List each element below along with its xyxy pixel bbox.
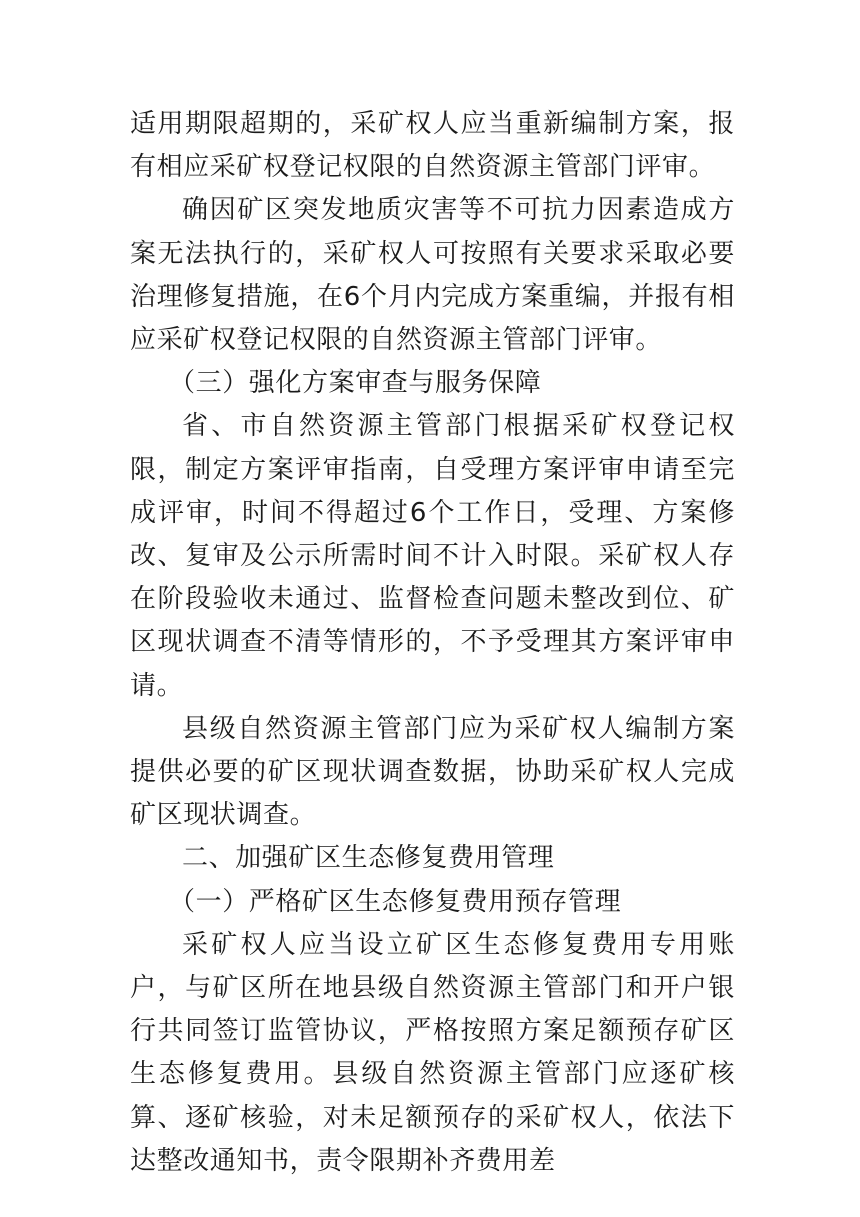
- paragraph-continuation: 适用期限超期的，采矿权人应当重新编制方案，报有相应采矿权登记权限的自然资源主管部门评审。: [130, 109, 735, 183]
- paragraph-force-majeure: 确因矿区突发地质灾害等不可抗力因素造成方案无法执行的，采矿权人可按照有关要求采取必要治理修复措施，在6个月内完成方案重编，并报有相应采矿权登记权限的自然资源主管部门评审。: [130, 195, 735, 356]
- paragraph-review-guidelines: 省、市自然资源主管部门根据采矿权登记权限，制定方案评审指南，自受理方案评审申请至完成评审，时间不得超过6个工作日，受理、方案修改、复审及公示所需时间不计入时限。采矿权人存在阶段验收未通过、监督检查问题未整改到位、矿区现状调查不清等情形的，不予受理其方案评审申请。: [130, 411, 735, 701]
- paragraph-fee-deposit: 采矿权人应当设立矿区生态修复费用专用账户，与矿区所在地县级自然资源主管部门和开户银行共同签订监管协议，严格按照方案足额预存矿区生态修复费用。县级自然资源主管部门应逐矿核算、逐矿核验，对未足额预存的采矿权人，依法下达整改通知书，责令限期补齐费用差: [130, 929, 735, 1176]
- chapter-heading-2: 二、加强矿区生态修复费用管理: [182, 843, 555, 874]
- document-page: [130, 103, 735, 1183]
- section-heading-1: （一）严格矿区生态修复费用预存管理: [169, 886, 622, 917]
- paragraph-county-support: 县级自然资源主管部门应为采矿权人编制方案提供必要的矿区现状调查数据，协助采矿权人完成矿区现状调查。: [130, 713, 735, 831]
- section-heading-3: （三）强化方案审查与服务保障: [169, 368, 542, 399]
